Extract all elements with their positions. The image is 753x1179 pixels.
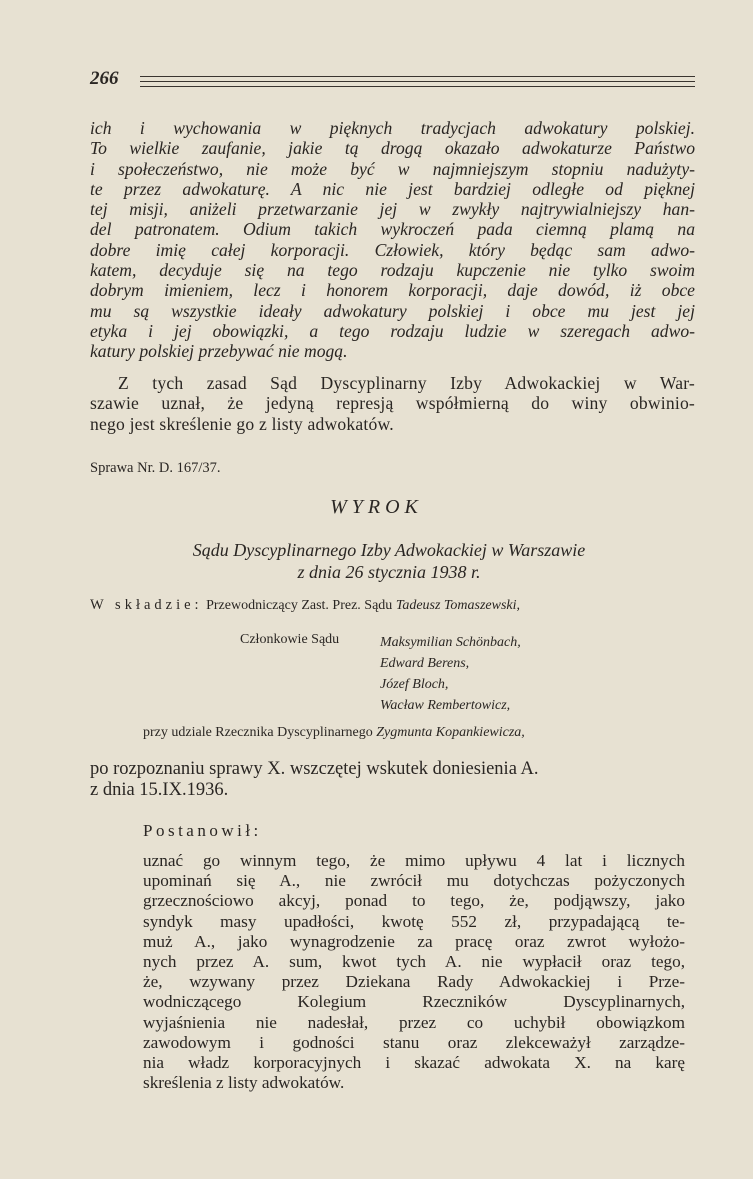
text-line: katem, decyduje się na tego rodzaju kupczenie nie tylko swoim bbox=[90, 260, 695, 281]
intro-paragraph bbox=[90, 118, 695, 362]
text-line: katury polskiej przebywać nie mogą. bbox=[90, 341, 348, 362]
court-line: Sądu Dyscyplinarnego Izby Adwokackiej w Warszawie bbox=[192, 540, 586, 560]
text-line: etyka i jej obowiązki, a tego rodzaju ludzie w szeregach adwo- bbox=[90, 320, 695, 341]
verdict-title: WYROK bbox=[330, 496, 423, 518]
text-line: uznać go winnym tego, że mimo upływu 4 lat i licznych bbox=[143, 851, 685, 870]
text-line: z dnia 15.IX.1936. bbox=[90, 780, 229, 800]
members-label: Członkowie Sądu bbox=[240, 632, 340, 647]
prosecutor-line bbox=[143, 725, 525, 741]
decision-label: Postanowił: bbox=[143, 821, 262, 840]
text-line: wodniczącego Kolegium Rzeczników Dyscyplinarnych, bbox=[143, 992, 685, 1012]
text-line: muż A., jako wynagrodzenie za pracę oraz zwrot wyłożo- bbox=[143, 931, 685, 951]
text-line: zawodowym i godności stanu oraz zlekceważył zarządze- bbox=[143, 1032, 685, 1052]
text-line: te przez adwokaturę. A nic nie jest bardziej odległe od pięknej bbox=[90, 178, 695, 199]
text-line: upominań się A., nie zwrócił mu dotychczas pożyczonych bbox=[143, 871, 685, 891]
composition-label: W składzie: bbox=[90, 597, 203, 613]
text-line: dobrym imieniem, lecz i honorem korporacji, daje dowód, iż obce bbox=[90, 280, 695, 301]
court-name bbox=[0, 539, 753, 583]
case-number: Sprawa Nr. D. 167/37. bbox=[90, 460, 221, 476]
composition-line bbox=[90, 597, 520, 614]
prosecutor-name: Zygmunta Kopankiewicza, bbox=[376, 725, 525, 740]
page-header bbox=[90, 68, 695, 92]
text-line: nych przez A. sum, kwot tych A. nie wypłacił oraz tego, bbox=[143, 952, 685, 972]
member-name: Edward Berens, bbox=[380, 656, 470, 671]
text-line: To wielkie zaufanie, jakie tą drogą okazało adwokaturze Państwo bbox=[90, 138, 695, 159]
text-line: Z tych zasad Sąd Dyscyplinarny Izby Adwokackiej w War- bbox=[118, 373, 695, 393]
member-name: Wacław Rembertowicz, bbox=[380, 698, 511, 713]
text-line: grzecznościowo akcyj, ponad to tego, że, podjąwszy, jako bbox=[143, 891, 685, 911]
members-list bbox=[380, 632, 521, 716]
text-line: skreślenia z listy adwokatów. bbox=[143, 1073, 345, 1093]
court-date: z dnia 26 stycznia 1938 r. bbox=[297, 562, 481, 582]
conclusion-paragraph bbox=[90, 373, 695, 434]
prosecutor-label: przy udziale Rzecznika Dyscyplinarnego bbox=[143, 725, 373, 740]
text-line: dobre imię całej korporacji. Człowiek, który będąc sam adwo- bbox=[90, 239, 695, 260]
text-line: ich i wychowania w pięknych tradycjach adwokatury polskiej. bbox=[90, 118, 695, 138]
chair-name: Tadeusz Tomaszewski, bbox=[395, 598, 521, 613]
text-line: del patronatem. Odium takich wykroczeń pada ciemną plamą na bbox=[90, 219, 695, 240]
text-line: tej misji, aniżeli przetwarzanie jej w zwykły najtrywialniejszy han- bbox=[90, 199, 695, 220]
page-number: 266 bbox=[90, 68, 119, 89]
text-line: mu są wszystkie ideały adwokatury polskiej i obce mu jest jej bbox=[90, 300, 695, 321]
text-line: szawie uznał, że jedyną represją współmierną do winy obwinio- bbox=[90, 393, 695, 414]
text-line: nego jest skreślenie go z listy adwokatów. bbox=[90, 413, 394, 434]
text-line: syndyk masy upadłości, kwotę 552 zł, przypadającą te- bbox=[143, 911, 685, 931]
chair-role: Przewodniczący Zast. Prez. Sądu bbox=[206, 598, 393, 613]
text-line: że, wzywany przez Dziekana Rady Adwokackiej i Prze- bbox=[143, 972, 685, 992]
text-line: i społeczeństwo, nie może być w najmniejszym stopniu nadużyty- bbox=[90, 158, 695, 179]
examination-paragraph bbox=[90, 759, 695, 801]
header-rule bbox=[140, 76, 695, 77]
text-line: po rozpoznaniu sprawy X. wszczętej wskutek doniesienia A. bbox=[90, 759, 539, 779]
decision-paragraph bbox=[143, 851, 685, 1093]
member-name: Józef Bloch, bbox=[380, 677, 449, 692]
header-rule bbox=[140, 81, 695, 82]
text-line: nia władz korporacyjnych i skazać adwokata X. na karę bbox=[143, 1053, 685, 1073]
text-line: wyjaśnienia nie nadesłał, przez co uchybił obowiązkom bbox=[143, 1012, 685, 1032]
member-name: Maksymilian Schönbach, bbox=[380, 635, 521, 650]
header-rule bbox=[140, 86, 695, 87]
